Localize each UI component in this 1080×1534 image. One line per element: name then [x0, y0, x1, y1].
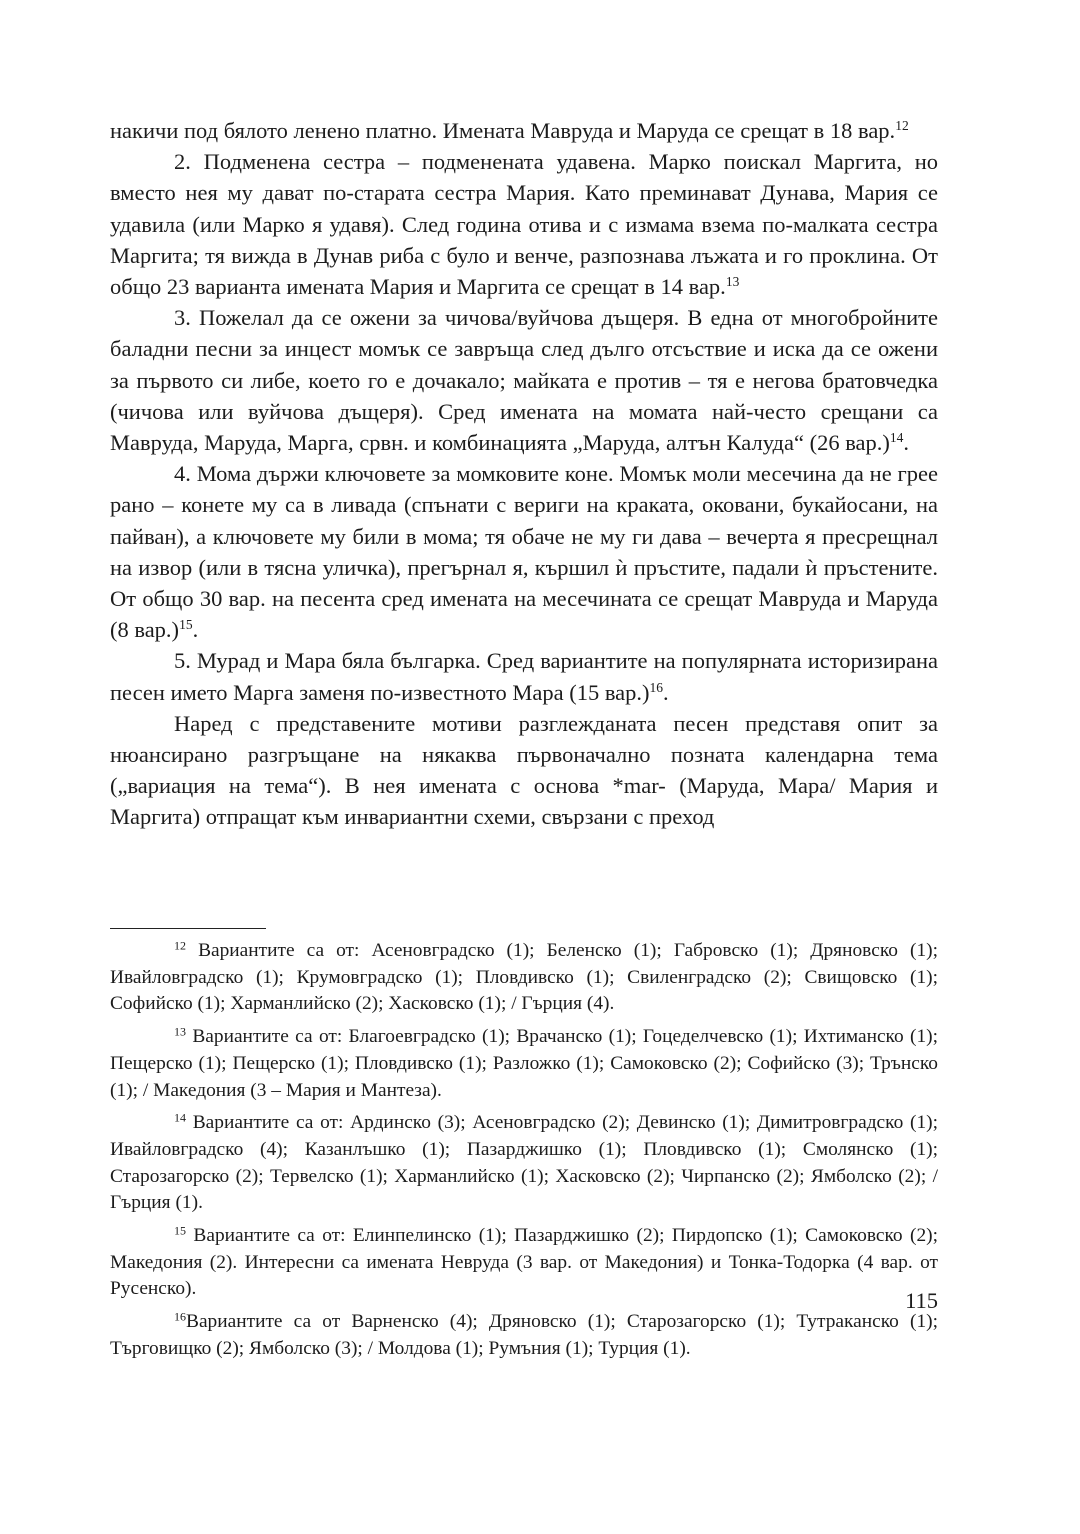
footnote-15: $^{15}$ Вариантите са от: Елинпелинско (1); Пазарджишко (2); Пирдопско (1); Самоковско (2); Македония (2). Интересни са имената Невруда (3 вар. от Македония) и Тонка-Тодорка (4 вар. от Русенско).: [110, 1223, 938, 1300]
paragraph-0: накичи под бялото ленено платно. Имената Маврудa и Маруда се срещат в 18 вар.$^{12}$: [110, 117, 909, 143]
footnote-separator: [110, 928, 266, 929]
main-text: [110, 115, 938, 833]
footnotes: [110, 938, 938, 1369]
page-number: 115: [905, 1288, 938, 1313]
footnote-ref-16[interactable]: 16: [649, 679, 664, 695]
footnote-ref-15[interactable]: 15: [179, 617, 193, 633]
paragraph-conclusion: Наред с представените мотиви разглежданата песен представя опит за нюансирано разгръщане на някаква първоначално позната календарна тема („вариация на тема“). В нея имената с основа *mar- (Маруда, Мара/ Мария и Маргита) отпращат към инвариантни схеми, свързани с преход: [110, 710, 938, 830]
footnote-ref-14[interactable]: 14: [889, 429, 904, 445]
footnote-12: $^{12}$ Вариантите са от: Асеновградско (1); Беленско (1); Габровско (1); Дряновско (1); Ивайловградско (1); Крумовградско (1); Пловдивско (1); Свиленградско (2); Свищовско (1); Софийско (1); Харманлийско (2); Хасковско (1); / Гърция (4).: [110, 938, 938, 1015]
footnote-ref-13[interactable]: 13: [725, 273, 740, 289]
footnote-14: $^{14}$ Вариантите са от: Ардинско (3); Асеновградско (2); Девинско (1); Димитровградско (1); Ивайловградско (4); Казанлъшко (1); Пазарджишко (1); Пловдивско (1); Смолянско (1); Старозагорско (2); Тервелско (1); Харманлийско (1); Хасковско (2); Чирпанско (2); Ямболско (2); / Гърция (1).: [110, 1110, 938, 1214]
paragraph-motif-4: 4. Мома държи ключовете за момковите коне. Момък моли месечина да не грее рано – конете му са в ливада (спънати с вериги на краката, оковани, букайосани, на пайван), а ключовете му били в мома; тя обаче не му ги дава – вечерта я пресрещнал на извор (или в тясна уличка), прегърнал я, кършил ѝ пръстите, падали ѝ пръстените. От общо 30 вар. на песента сред имената на месечината се срещат Маврудa и Маруда (8 вар.)$^{15}$.: [110, 461, 938, 643]
footnote-13: $^{13}$ Вариантите са от: Благоевградско (1); Врачанско (1); Гоцеделчевско (1); Ихтиманско (1); Пещерско (1); Пещерско (1); Пловдивско (1); Разложко (1); Самоковско (2); Софийско (3); Трънско (1); / Македония (3 – Мария и Мантеза).: [110, 1024, 939, 1101]
paragraph-motif-2: 2. Подменена сестра – подменената удавена. Марко поискал Маргита, но вместо нея му дават по-старата сестра Мария. Като преминават Дунава, Мария се удавила (или Марко я удавя). След година отива и с измама взема по-малката сестра Маргита; тя вижда в Дунав риба с було и венче, разпознава лъжата и го проклина. От общо 23 варианта имената Мария и Маргита се срещат в 14 вар.$^{13}$: [110, 149, 938, 300]
footnote-16: $^{16}$Вариантите са от Варненско (4); Дряновско (1); Старозагорско (1); Тутраканско (1); Търговищко (2); Ямболско (3); / Молдова (1); Румъния (1); Турция (1).: [110, 1309, 938, 1359]
paragraph-motif-3: 3. Пожелал да се ожени за чичова/вуйчова дъщеря. В една от многобройните баладни песни за инцест момък се завръща след дълго отсъствие и иска да се ожени за първото си либе, което го е дочакало; майката е против – тя е негова братовчедка (чичова или вуйчова дъщеря). Сред имената на момата най-често срещани са Маврудa, Маруда, Марга, срвн. и комбинацията „Маруда, алтън Калуда“ (26 вар.)$^{14}$.: [110, 305, 938, 456]
paragraph-motif-5: 5. Мурад и Мара бяла българка. Сред вариантите на популярната историзирана песен името Марга заменя по-известното Мара (15 вар.)$^{16}$.: [110, 648, 938, 705]
footnote-ref-12[interactable]: 12: [895, 117, 909, 133]
